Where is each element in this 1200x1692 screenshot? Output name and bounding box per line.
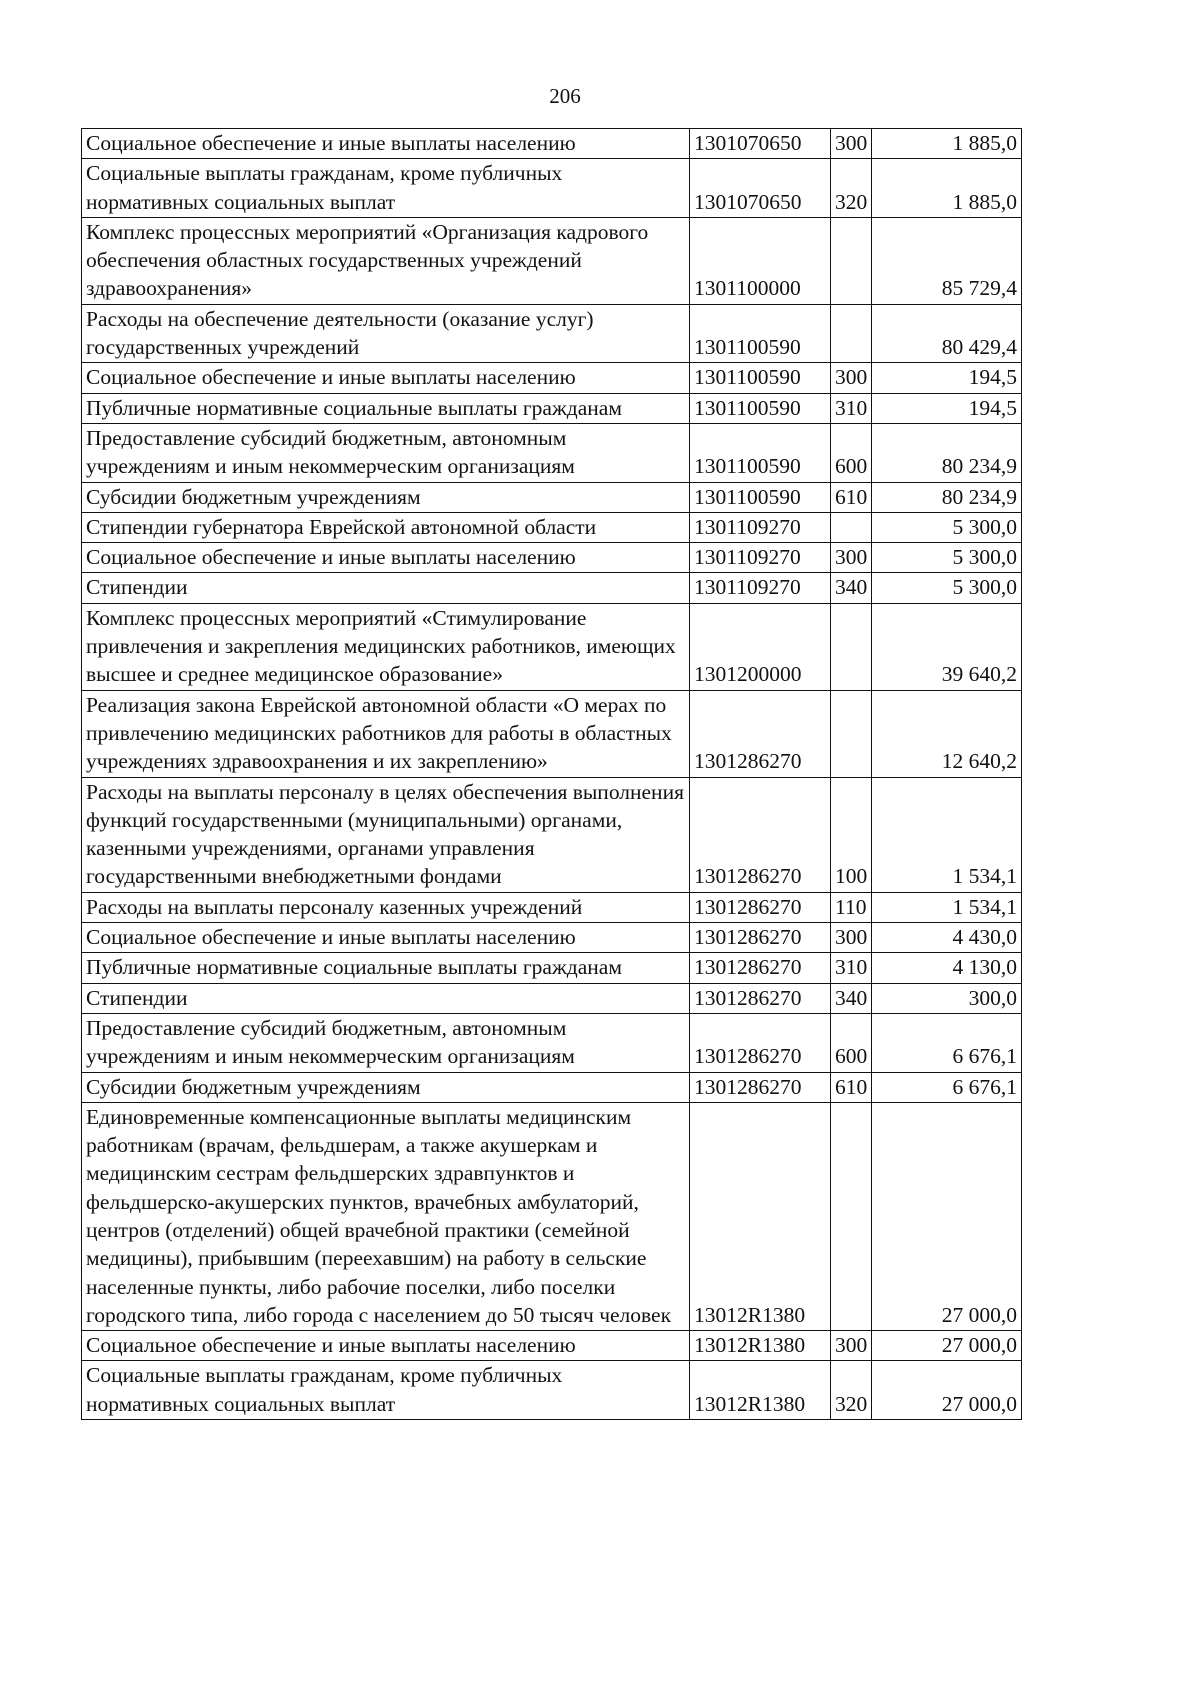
row-amount: 194,5 — [872, 393, 1022, 423]
row-amount: 4 430,0 — [872, 923, 1022, 953]
row-expense-type: 600 — [831, 1013, 872, 1072]
row-amount: 1 885,0 — [872, 129, 1022, 159]
row-name: Предоставление субсидий бюджетным, автономным учреждениям и иным некоммерческим организациям — [82, 1013, 690, 1072]
row-target-code: 1301109270 — [690, 512, 831, 542]
row-name: Социальное обеспечение и иные выплаты населению — [82, 1331, 690, 1361]
row-expense-type — [831, 1102, 872, 1330]
row-target-code: 13012R1380 — [690, 1361, 831, 1420]
row-amount: 1 534,1 — [872, 777, 1022, 892]
table-row — [82, 393, 1022, 423]
row-target-code: 1301100590 — [690, 304, 831, 363]
row-expense-type — [831, 304, 872, 363]
row-name: Стипендии — [82, 983, 690, 1013]
row-expense-type — [831, 217, 872, 304]
page-number: 206 — [549, 84, 581, 108]
row-amount: 80 429,4 — [872, 304, 1022, 363]
row-amount: 5 300,0 — [872, 573, 1022, 603]
row-target-code: 1301286270 — [690, 1013, 831, 1072]
row-expense-type — [831, 690, 872, 777]
row-amount: 27 000,0 — [872, 1331, 1022, 1361]
row-expense-type: 610 — [831, 482, 872, 512]
table-row — [82, 1361, 1022, 1420]
table-row — [82, 512, 1022, 542]
table-row — [82, 423, 1022, 482]
row-name: Публичные нормативные социальные выплаты гражданам — [82, 953, 690, 983]
row-amount: 27 000,0 — [872, 1102, 1022, 1330]
row-amount: 12 640,2 — [872, 690, 1022, 777]
row-name: Расходы на обеспечение деятельности (оказание услуг) государственных учреждений — [82, 304, 690, 363]
row-target-code: 1301286270 — [690, 892, 831, 922]
row-target-code: 1301070650 — [690, 129, 831, 159]
row-name: Социальное обеспечение и иные выплаты населению — [82, 923, 690, 953]
row-expense-type: 300 — [831, 363, 872, 393]
row-expense-type: 600 — [831, 423, 872, 482]
row-expense-type: 340 — [831, 573, 872, 603]
table-row — [82, 923, 1022, 953]
row-target-code: 1301100590 — [690, 482, 831, 512]
row-target-code: 1301286270 — [690, 983, 831, 1013]
budget-table — [81, 128, 1022, 1420]
row-target-code: 1301286270 — [690, 953, 831, 983]
table-row — [82, 129, 1022, 159]
row-amount: 80 234,9 — [872, 482, 1022, 512]
row-name: Социальные выплаты гражданам, кроме публичных нормативных социальных выплат — [82, 159, 690, 218]
row-name: Социальное обеспечение и иные выплаты населению — [82, 363, 690, 393]
row-name: Комплекс процессных мероприятий «Стимулирование привлечения и закрепления медицинских работников, имеющих высшее и среднее медицинское образование» — [82, 603, 690, 690]
row-name: Социальные выплаты гражданам, кроме публичных нормативных социальных выплат — [82, 1361, 690, 1420]
row-name: Единовременные компенсационные выплаты медицинским работникам (врачам, фельдшерам, а также акушеркам и медицинским сестрам фельдшерских здравпунктов и фельдшерско-акушерских пунктов, врачебных амбулаторий, центров (отделений) общей врачебной практики (семейной медицины), прибывшим (переехавшим) на работу в сельские населенные пункты, либо рабочие поселки, либо поселки городского типа, либо города с населением до 50 тысяч человек — [82, 1102, 690, 1330]
row-expense-type: 100 — [831, 777, 872, 892]
row-name: Реализация закона Еврейской автономной области «О мерах по привлечению медицинских работников для работы в областных учреждениях здравоохранения и их закреплению» — [82, 690, 690, 777]
table-row — [82, 777, 1022, 892]
table-row — [82, 159, 1022, 218]
row-target-code: 1301070650 — [690, 159, 831, 218]
row-amount: 4 130,0 — [872, 953, 1022, 983]
row-target-code: 1301286270 — [690, 777, 831, 892]
table-row — [82, 953, 1022, 983]
row-amount: 80 234,9 — [872, 423, 1022, 482]
row-expense-type: 300 — [831, 129, 872, 159]
row-target-code: 1301100000 — [690, 217, 831, 304]
row-target-code: 1301100590 — [690, 363, 831, 393]
row-name: Расходы на выплаты персоналу казенных учреждений — [82, 892, 690, 922]
table-row — [82, 1013, 1022, 1072]
row-expense-type: 320 — [831, 1361, 872, 1420]
row-target-code: 1301109270 — [690, 543, 831, 573]
row-target-code: 13012R1380 — [690, 1102, 831, 1330]
row-expense-type: 310 — [831, 393, 872, 423]
table-row — [82, 482, 1022, 512]
table-row — [82, 892, 1022, 922]
row-expense-type: 310 — [831, 953, 872, 983]
table-row — [82, 983, 1022, 1013]
table-row — [82, 304, 1022, 363]
table-row — [82, 690, 1022, 777]
row-target-code: 13012R1380 — [690, 1331, 831, 1361]
row-target-code: 1301100590 — [690, 393, 831, 423]
row-expense-type: 300 — [831, 923, 872, 953]
row-name: Социальное обеспечение и иные выплаты населению — [82, 129, 690, 159]
row-name: Субсидии бюджетным учреждениям — [82, 1072, 690, 1102]
table-row — [82, 573, 1022, 603]
row-expense-type: 340 — [831, 983, 872, 1013]
row-name: Субсидии бюджетным учреждениям — [82, 482, 690, 512]
row-amount: 5 300,0 — [872, 543, 1022, 573]
row-target-code: 1301286270 — [690, 923, 831, 953]
table-row — [82, 1102, 1022, 1330]
row-amount: 6 676,1 — [872, 1013, 1022, 1072]
row-amount: 39 640,2 — [872, 603, 1022, 690]
row-expense-type: 300 — [831, 543, 872, 573]
row-expense-type — [831, 603, 872, 690]
table-row — [82, 217, 1022, 304]
row-expense-type: 610 — [831, 1072, 872, 1102]
row-name: Стипендии — [82, 573, 690, 603]
row-name: Стипендии губернатора Еврейской автономной области — [82, 512, 690, 542]
table-row — [82, 1331, 1022, 1361]
row-name: Предоставление субсидий бюджетным, автономным учреждениям и иным некоммерческим организациям — [82, 423, 690, 482]
row-expense-type: 300 — [831, 1331, 872, 1361]
row-target-code: 1301100590 — [690, 423, 831, 482]
table-row — [82, 543, 1022, 573]
row-name: Расходы на выплаты персоналу в целях обеспечения выполнения функций государственными (муниципальными) органами, казенными учреждениями, органами управления государственными внебюджетными фондами — [82, 777, 690, 892]
row-amount: 85 729,4 — [872, 217, 1022, 304]
row-amount: 194,5 — [872, 363, 1022, 393]
row-target-code: 1301109270 — [690, 573, 831, 603]
table-row — [82, 603, 1022, 690]
row-amount: 300,0 — [872, 983, 1022, 1013]
row-expense-type — [831, 512, 872, 542]
row-target-code: 1301286270 — [690, 1072, 831, 1102]
row-name: Комплекс процессных мероприятий «Организация кадрового обеспечения областных государственных учреждений здравоохранения» — [82, 217, 690, 304]
row-amount: 27 000,0 — [872, 1361, 1022, 1420]
row-expense-type: 110 — [831, 892, 872, 922]
row-name: Публичные нормативные социальные выплаты гражданам — [82, 393, 690, 423]
row-amount: 6 676,1 — [872, 1072, 1022, 1102]
row-name: Социальное обеспечение и иные выплаты населению — [82, 543, 690, 573]
row-target-code: 1301286270 — [690, 690, 831, 777]
row-amount: 1 534,1 — [872, 892, 1022, 922]
row-amount: 5 300,0 — [872, 512, 1022, 542]
table-row — [82, 1072, 1022, 1102]
table-row — [82, 363, 1022, 393]
row-amount: 1 885,0 — [872, 159, 1022, 218]
row-target-code: 1301200000 — [690, 603, 831, 690]
row-expense-type: 320 — [831, 159, 872, 218]
